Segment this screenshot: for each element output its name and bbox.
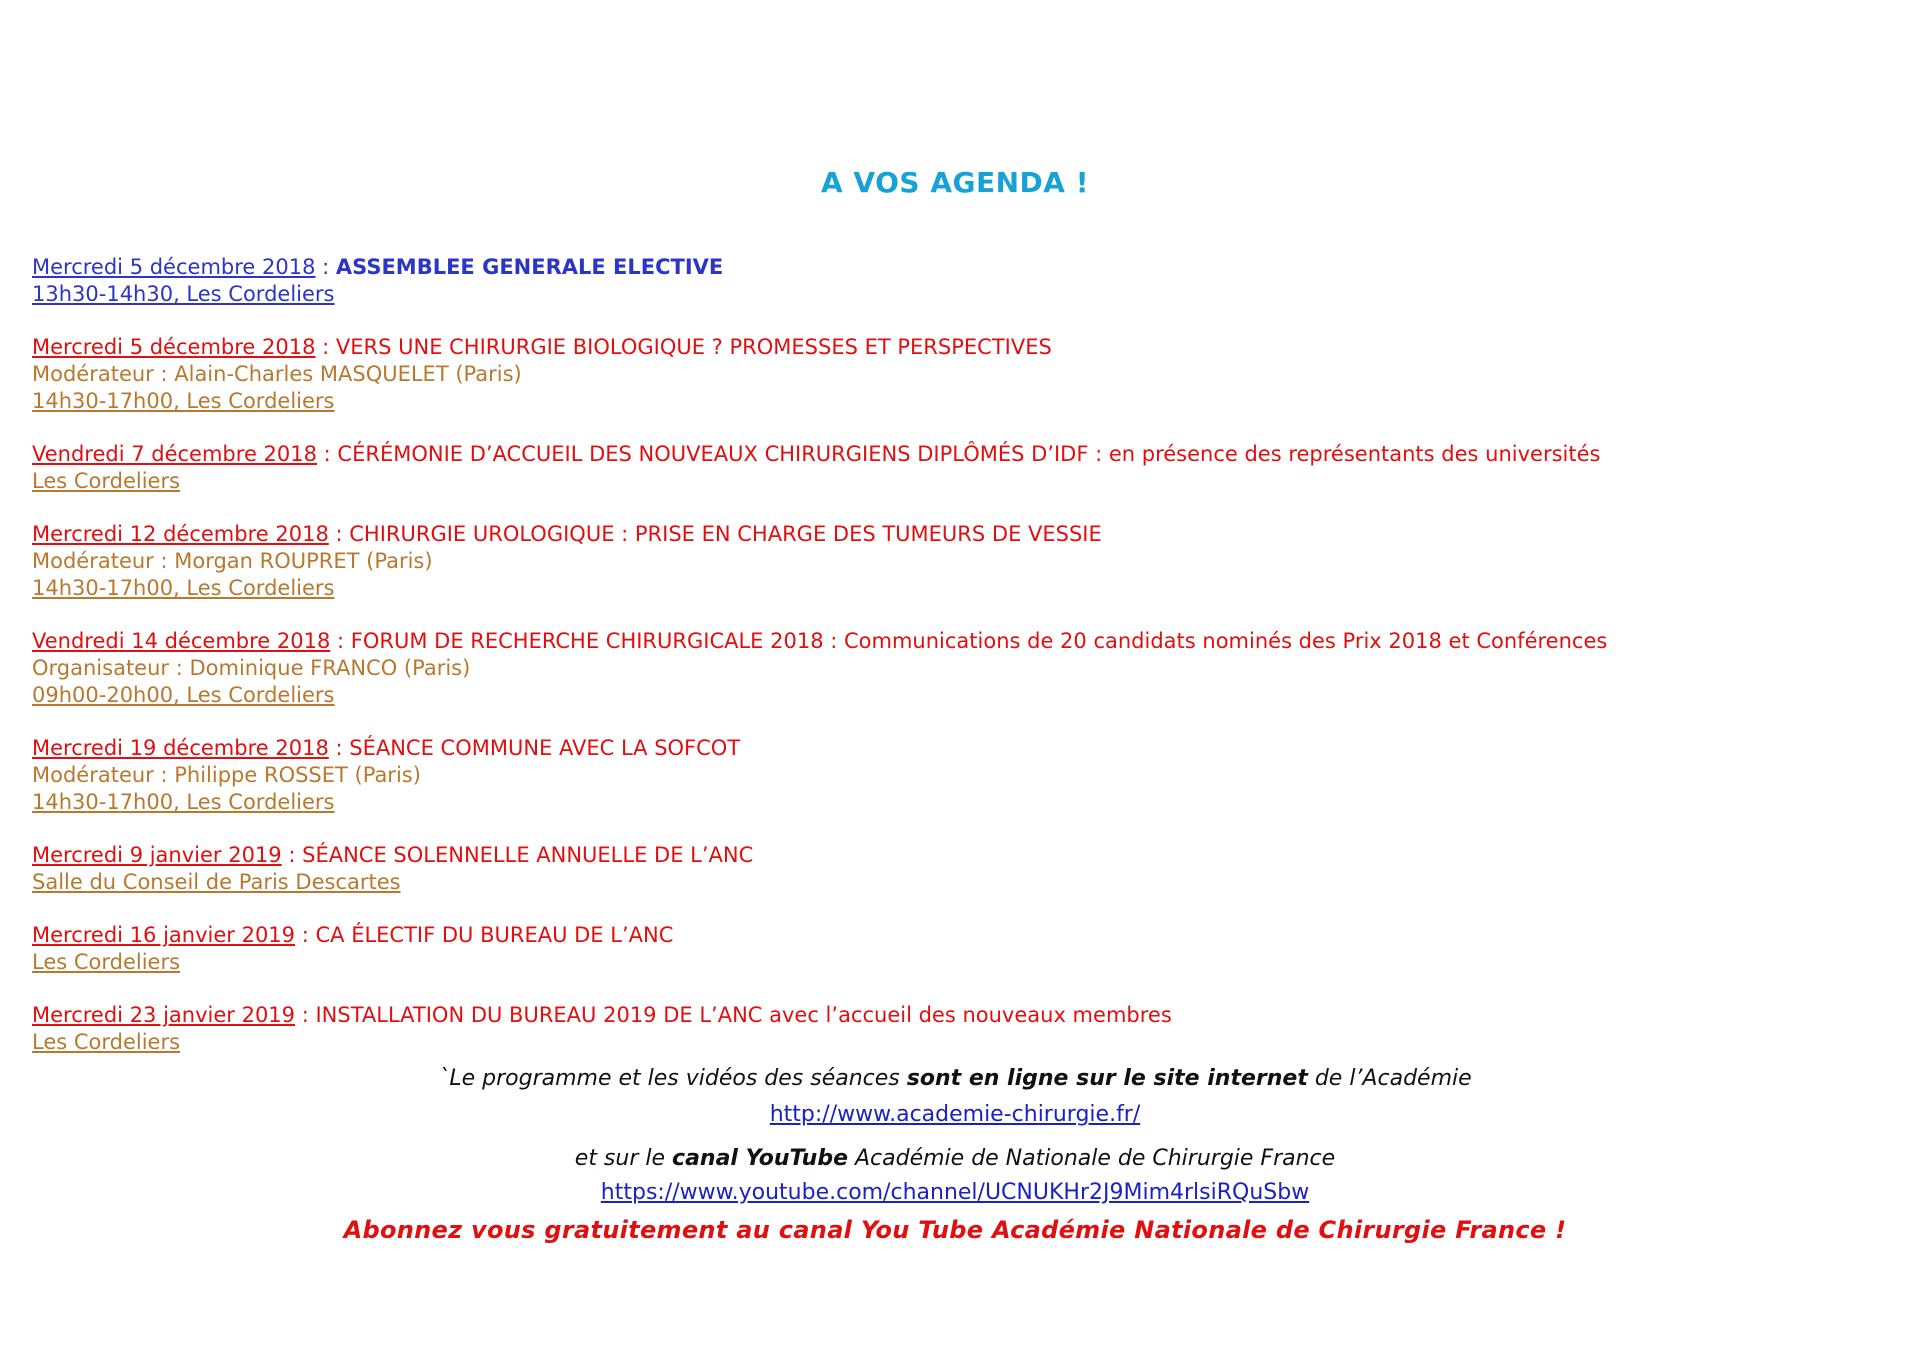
event-separator: : (330, 629, 351, 653)
event-date-link[interactable]: Mercredi 12 décembre 2018 (32, 522, 329, 546)
event-moderator: Modérateur : Philippe ROSSET (Paris) (32, 763, 421, 787)
event-heading (32, 922, 1892, 949)
event-location-link[interactable]: Les Cordeliers (32, 469, 181, 493)
event-heading (32, 254, 1892, 281)
event-location-link[interactable]: 14h30-17h00, Les Cordeliers (32, 389, 335, 413)
event-item (32, 441, 1892, 495)
event-title: SÉANCE COMMUNE AVEC LA SOFCOT (349, 736, 741, 760)
event-date-link[interactable]: Vendredi 7 décembre 2018 (32, 442, 317, 466)
footer-note-part2: sont en ligne sur le site internet (906, 1066, 1308, 1091)
footer-note-part1: `Le programme et les vidéos des séances (438, 1066, 907, 1091)
site-link[interactable]: http://www.academie-chirurgie.fr/ (769, 1102, 1141, 1127)
event-moderator: Organisateur : Dominique FRANCO (Paris) (32, 656, 471, 680)
footer-yt-part1: et sur le (574, 1146, 673, 1171)
event-moderator: Modérateur : Alain-Charles MASQUELET (Paris) (32, 362, 522, 386)
event-location-link[interactable]: 09h00-20h00, Les Cordeliers (32, 683, 335, 707)
event-separator: : (328, 522, 350, 546)
footer-note-part3: de l’Académie (1307, 1066, 1472, 1091)
event-date-link[interactable]: Vendredi 14 décembre 2018 (32, 629, 331, 653)
event-list (32, 254, 1892, 1056)
event-title: SÉANCE SOLENNELLE ANNUELLE DE L’ANC (302, 843, 754, 867)
event-item (32, 254, 1892, 308)
event-title: FORUM DE RECHERCHE CHIRURGICALE 2018 : Communications de 20 candidats nominés des Prix 2018 et Conférences (350, 629, 1608, 653)
event-location-link[interactable]: 13h30-14h30, Les Cordeliers (32, 282, 335, 306)
event-separator: : (316, 442, 338, 466)
event-date-link[interactable]: Mercredi 19 décembre 2018 (32, 736, 329, 760)
event-date-link[interactable]: Mercredi 9 janvier 2019 (32, 843, 282, 867)
event-heading (32, 842, 1892, 869)
event-item (32, 922, 1892, 976)
footer-yt-part3: Académie de Nationale de Chirurgie France (848, 1146, 1336, 1171)
event-title: CA ÉLECTIF DU BUREAU DE L’ANC (315, 923, 674, 947)
event-location-link[interactable]: Salle du Conseil de Paris Descartes (32, 870, 401, 894)
footer-subscribe-line (0, 1216, 1910, 1244)
page-title: A VOS AGENDA ! (821, 166, 1089, 199)
footer-site-line (0, 1102, 1910, 1127)
event-heading (32, 441, 1892, 468)
footer-youtube-note (0, 1146, 1910, 1171)
event-moderator: Modérateur : Morgan ROUPRET (Paris) (32, 549, 433, 573)
event-title: INSTALLATION DU BUREAU 2019 DE L’ANC avec l’accueil des nouveaux membres (315, 1003, 1172, 1027)
subscribe-message: Abonnez vous gratuitement au canal You Tube Académie Nationale de Chirurgie France ! (343, 1216, 1567, 1244)
event-item (32, 842, 1892, 896)
event-separator: : (295, 923, 316, 947)
event-location-link[interactable]: 14h30-17h00, Les Cordeliers (32, 576, 335, 600)
event-date-link[interactable]: Mercredi 5 décembre 2018 (32, 335, 316, 359)
event-date-link[interactable]: Mercredi 23 janvier 2019 (32, 1003, 296, 1027)
event-date-link[interactable]: Mercredi 16 janvier 2019 (32, 923, 296, 947)
event-title: CHIRURGIE UROLOGIQUE : PRISE EN CHARGE DES TUMEURS DE VESSIE (349, 522, 1102, 546)
footer-yt-part2: canal YouTube (672, 1146, 848, 1171)
event-date-link[interactable]: Mercredi 5 décembre 2018 (32, 255, 316, 279)
event-heading (32, 521, 1892, 548)
event-title: VERS UNE CHIRURGIE BIOLOGIQUE ? PROMESSES ET PERSPECTIVES (335, 335, 1052, 359)
event-heading (32, 1002, 1892, 1029)
event-item (32, 1002, 1892, 1056)
event-separator: : (328, 736, 350, 760)
event-item (32, 735, 1892, 816)
event-heading (32, 735, 1892, 762)
event-separator: : (281, 843, 303, 867)
event-heading (32, 628, 1892, 655)
footer-program-note (0, 1066, 1910, 1091)
event-separator: : (315, 255, 336, 279)
event-location-link[interactable]: 14h30-17h00, Les Cordeliers (32, 790, 335, 814)
event-location-link[interactable]: Les Cordeliers (32, 950, 181, 974)
event-item (32, 334, 1892, 415)
event-item (32, 628, 1892, 709)
event-item (32, 521, 1892, 602)
footer-youtube-line (0, 1180, 1910, 1205)
event-location-link[interactable]: Les Cordeliers (32, 1030, 181, 1054)
event-title: ASSEMBLEE GENERALE ELECTIVE (335, 255, 724, 279)
event-separator: : (295, 1003, 316, 1027)
event-title: CÉRÉMONIE D’ACCUEIL DES NOUVEAUX CHIRURGIENS DIPLÔMÉS D’IDF : en présence des représentants des universités (337, 442, 1601, 466)
youtube-link[interactable]: https://www.youtube.com/channel/UCNUKHr2J9Mim4rlsiRQuSbw (600, 1180, 1310, 1205)
event-heading (32, 334, 1892, 361)
event-separator: : (315, 335, 336, 359)
